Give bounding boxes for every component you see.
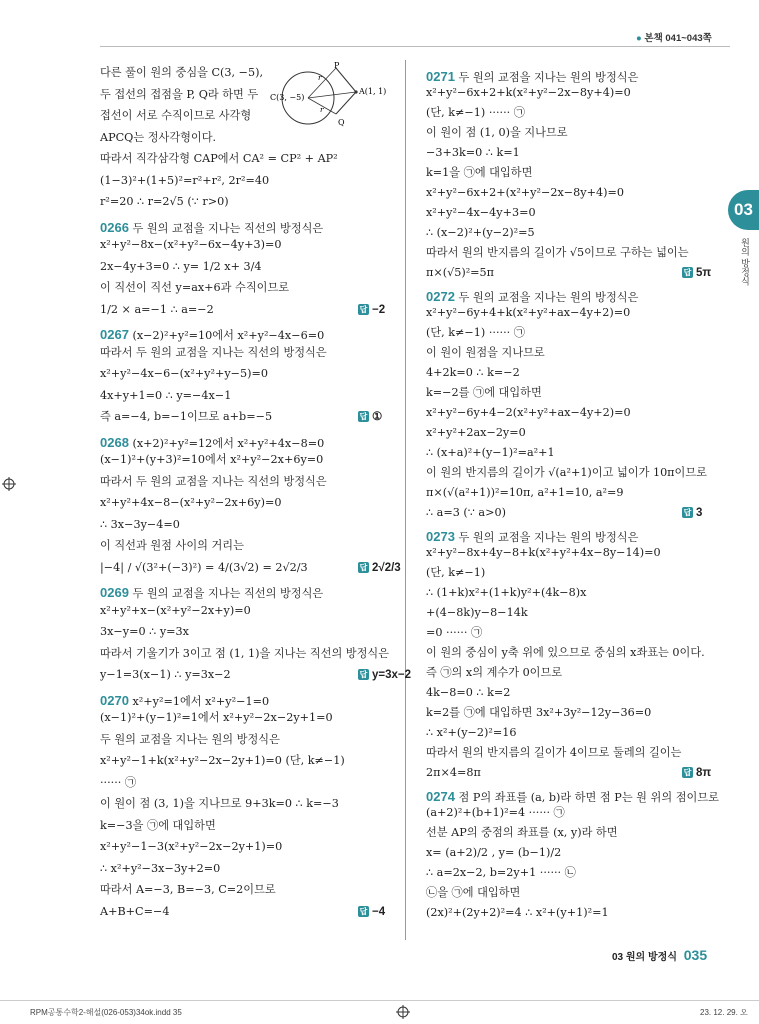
right-line bbox=[426, 826, 716, 840]
right-line bbox=[426, 226, 716, 240]
footer-page-number: 035 bbox=[683, 947, 708, 963]
right-line bbox=[426, 546, 716, 560]
solution-text: ∴ x²+(y−2)²=16 bbox=[426, 726, 517, 739]
solution-text: ∴ x²+y²−3x−3y+2=0 bbox=[100, 861, 221, 875]
right-line bbox=[426, 706, 716, 720]
problem-number: 0266 bbox=[100, 219, 129, 235]
right-line bbox=[426, 326, 716, 340]
solution-text: k=−3을 ㉠에 대입하면 bbox=[100, 818, 216, 832]
answer-value: −2 bbox=[372, 303, 386, 316]
right-line bbox=[426, 86, 716, 100]
answer-icon: 답 bbox=[359, 304, 368, 314]
right-line bbox=[426, 586, 716, 600]
left-line bbox=[100, 453, 392, 467]
right-line bbox=[426, 646, 716, 660]
answer-icon: 답 bbox=[683, 268, 692, 277]
solution-text: (x−2)²+y²=10에서 x²+y²−4x−6=0 bbox=[132, 329, 325, 342]
solution-text: k=1을 ㉠에 대입하면 bbox=[426, 166, 533, 179]
answer-icon: 답 bbox=[683, 508, 692, 517]
solution-text: x²+y²−6x+2+k(x²+y²−2x−8y+4)=0 bbox=[426, 86, 631, 99]
problem-number: 0269 bbox=[100, 585, 129, 600]
left-line bbox=[100, 776, 392, 790]
problem-number: 0274 bbox=[426, 789, 455, 804]
header-bullet: ● bbox=[636, 33, 642, 44]
right-line bbox=[426, 486, 716, 500]
solution-text: x²+y²−1+k(x²+y²−2x−2y+1)=0 (단, k≠−1) bbox=[100, 754, 345, 767]
solution-text: 2π×4=8π bbox=[426, 766, 481, 779]
left-line bbox=[100, 152, 392, 166]
left-line bbox=[100, 883, 392, 897]
left-line bbox=[100, 66, 392, 80]
left-line bbox=[100, 647, 392, 661]
right-line bbox=[426, 866, 716, 880]
solution-text: 따라서 원의 반지름의 길이가 √5이므로 구하는 넓이는 bbox=[426, 246, 689, 259]
solution-text: 이 원이 점 (1, 0)을 지나므로 bbox=[426, 126, 568, 139]
solution-text: (a+2)²+(b+1)²=4 ······ ㉠ bbox=[426, 806, 565, 819]
left-line bbox=[100, 389, 392, 403]
page-footer bbox=[612, 947, 707, 963]
header-page-ref: 본책 041~043쪽 bbox=[644, 33, 712, 44]
solution-text: x²+y²−4x−4y+3=0 bbox=[426, 206, 536, 219]
solution-text: 따라서 원의 반지름의 길이가 4이므로 둘레의 길이는 bbox=[426, 746, 682, 759]
answer-value: 2√2/3 bbox=[372, 561, 401, 574]
chapter-tab: 03 bbox=[728, 190, 759, 230]
footer-chapter: 03 원의 방정식 bbox=[612, 952, 677, 963]
label-q: Q bbox=[338, 118, 345, 127]
solution-text: APCQ는 정사각형이다. bbox=[100, 130, 217, 144]
answer-badge bbox=[682, 266, 711, 280]
label-r2: r bbox=[320, 105, 324, 114]
left-line bbox=[100, 797, 392, 811]
right-line bbox=[426, 726, 716, 740]
answer-badge bbox=[358, 905, 385, 919]
solution-text: 4+2k=0 ∴ k=−2 bbox=[426, 366, 520, 379]
solution-text: 이 원이 점 (3, 1)을 지나므로 9+3k=0 ∴ k=−3 bbox=[100, 797, 339, 810]
solution-text: 두 원의 교점을 지나는 원의 방정식은 bbox=[458, 71, 639, 84]
solution-text: 이 원의 중심이 y축 위에 있으므로 중심의 x좌표는 0이다. bbox=[426, 646, 705, 659]
page-header bbox=[636, 30, 712, 44]
answer-value: ① bbox=[372, 411, 383, 423]
solution-text: x²+y²−8x−(x²+y²−6x−4y+3)=0 bbox=[100, 238, 282, 251]
left-line bbox=[100, 518, 392, 532]
solution-text: |−4| / √(3²+(−3)²) = 4/(3√2) = 2√2/3 bbox=[100, 560, 308, 574]
problem-number: 0267 bbox=[100, 327, 129, 342]
right-line bbox=[426, 206, 716, 220]
right-line bbox=[426, 766, 716, 780]
answer-badge bbox=[358, 410, 382, 424]
solution-text: ∴ (x−2)²+(y−2)²=5 bbox=[426, 226, 535, 239]
solution-text: (x−1)²+(y−1)²=1에서 x²+y²−2x−2y+1=0 bbox=[100, 711, 333, 724]
solution-text: +(4−8k)y−8−14k bbox=[426, 606, 528, 619]
right-line bbox=[426, 506, 716, 520]
solution-text: r²=20 ∴ r=2√5 (∵ r>0) bbox=[100, 195, 229, 208]
answer-icon: 답 bbox=[359, 906, 368, 916]
solution-text: 2x−4y+3=0 ∴ y= 1/2 x+ 3/4 bbox=[100, 259, 262, 273]
answer-value: −4 bbox=[372, 905, 386, 918]
right-line bbox=[426, 666, 716, 680]
answer-badge bbox=[682, 766, 711, 780]
left-line bbox=[100, 586, 392, 601]
solution-text: 두 원의 교점을 지나는 원의 방정식은 bbox=[458, 531, 639, 544]
right-line bbox=[426, 886, 716, 900]
solution-text: 따라서 두 원의 교점을 지나는 직선의 방정식은 bbox=[100, 474, 327, 488]
answer-value: 3 bbox=[696, 507, 703, 519]
solution-text: y−1=3(x−1) ∴ y=3x−2 bbox=[100, 668, 231, 681]
solution-text: 선분 AP의 중점의 좌표를 (x, y)라 하면 bbox=[426, 826, 618, 839]
solution-text: (2x)²+(2y+2)²=4 ∴ x²+(y+1)²=1 bbox=[426, 906, 609, 919]
solution-text: ㉡을 ㉠에 대입하면 bbox=[426, 886, 521, 899]
solution-text: (단, k≠−1) ······ ㉠ bbox=[426, 326, 525, 339]
right-line bbox=[426, 146, 716, 160]
left-line bbox=[100, 410, 392, 424]
solution-text: ∴ (x+a)²+(y−1)²=a²+1 bbox=[426, 446, 555, 459]
left-line bbox=[100, 109, 392, 123]
crop-file-name: RPM공통수학2-해설(026-053)34ok.indd 35 bbox=[30, 1008, 182, 1017]
left-line bbox=[100, 260, 392, 274]
left-line bbox=[100, 328, 392, 343]
answer-icon: 답 bbox=[683, 768, 692, 777]
solution-text: x²+y²−1−3(x²+y²−2x−2y+1)=0 bbox=[100, 840, 283, 853]
right-line bbox=[426, 106, 716, 120]
solution-text: k=−2를 ㉠에 대입하면 bbox=[426, 386, 542, 399]
solution-text: ∴ a=2x−2, b=2y+1 ······ ㉡ bbox=[426, 866, 576, 879]
right-line bbox=[426, 186, 716, 200]
left-line bbox=[100, 131, 392, 145]
left-line bbox=[100, 840, 392, 854]
problem-number: 0270 bbox=[100, 692, 129, 708]
right-line bbox=[426, 466, 716, 480]
solution-text: x²+y²+2ax−2y=0 bbox=[426, 426, 526, 439]
right-line bbox=[426, 530, 716, 545]
label-c: C(3, −5) bbox=[270, 93, 305, 102]
solution-text: 이 원이 원점을 지나므로 bbox=[426, 346, 545, 359]
right-line bbox=[426, 846, 716, 860]
answer-icon: 답 bbox=[359, 670, 368, 679]
left-line bbox=[100, 819, 392, 833]
solution-text: ∴ (1+k)x²+(1+k)y²+(4k−8)x bbox=[426, 586, 587, 599]
answer-icon: 답 bbox=[359, 412, 368, 421]
left-line bbox=[100, 668, 392, 682]
answer-badge bbox=[358, 668, 411, 682]
right-line bbox=[426, 266, 716, 280]
solution-text: k=2를 ㉠에 대입하면 3x²+3y²−12y−36=0 bbox=[426, 706, 652, 719]
right-line bbox=[426, 426, 716, 440]
left-line bbox=[100, 346, 392, 360]
solution-text: 접선이 서로 수직이므로 사각형 bbox=[100, 109, 252, 122]
solution-text: π×(√(a²+1))²=10π, a²+1=10, a²=9 bbox=[426, 486, 624, 499]
solution-text: −3+3k=0 ∴ k=1 bbox=[426, 146, 520, 159]
solution-text: 다른 풀이 원의 중심을 C(3, −5), bbox=[100, 66, 264, 79]
header-rule bbox=[100, 46, 730, 47]
solution-text: x= (a+2)/2 , y= (b−1)/2 bbox=[426, 846, 562, 859]
solution-text: 두 원의 교점을 지나는 직선의 방정식은 bbox=[132, 587, 324, 600]
solution-text: x²+y²−6y+4+k(x²+y²+ax−4y+2)=0 bbox=[426, 306, 631, 319]
right-line bbox=[426, 166, 716, 180]
left-line bbox=[100, 625, 392, 639]
solution-text: 따라서 A=−3, B=−3, C=2이므로 bbox=[100, 883, 276, 896]
left-line bbox=[100, 436, 392, 451]
right-line bbox=[426, 446, 716, 460]
left-line bbox=[100, 221, 392, 236]
chapter-tab-label: 원의 방정식 bbox=[740, 238, 750, 286]
answer-badge bbox=[358, 303, 385, 317]
answer-icon: 답 bbox=[359, 562, 368, 572]
problem-number: 0273 bbox=[426, 529, 455, 544]
left-line bbox=[100, 604, 392, 618]
right-line bbox=[426, 626, 716, 640]
column-divider bbox=[405, 60, 406, 940]
right-line bbox=[426, 566, 716, 580]
left-line bbox=[100, 496, 392, 510]
solution-text: =0 ······ ㉠ bbox=[426, 626, 483, 639]
solution-text: 이 직선이 직선 y=ax+6과 수직이므로 bbox=[100, 281, 290, 294]
left-line bbox=[100, 475, 392, 489]
solution-text: 따라서 두 원의 교점을 지나는 직선의 방정식은 bbox=[100, 345, 327, 359]
solution-text: ∴ a=3 (∵ a>0) bbox=[426, 506, 506, 519]
solution-text: x²+y²−4x−6−(x²+y²+y−5)=0 bbox=[100, 367, 269, 380]
left-line bbox=[100, 238, 392, 252]
left-line bbox=[100, 561, 392, 575]
left-line bbox=[100, 303, 392, 317]
right-line bbox=[426, 306, 716, 320]
solution-text: 두 원의 교점을 지나는 원의 방정식은 bbox=[100, 732, 280, 746]
right-line bbox=[426, 126, 716, 140]
right-line bbox=[426, 906, 716, 920]
left-line bbox=[100, 711, 392, 725]
solution-text: 4k−8=0 ∴ k=2 bbox=[426, 686, 511, 699]
label-r1: r bbox=[318, 73, 322, 82]
solution-text: 두 접선의 접점을 P, Q라 하면 두 bbox=[100, 87, 259, 101]
solution-text: 두 원의 교점을 지나는 원의 방정식은 bbox=[458, 291, 639, 304]
registration-mark-left bbox=[2, 477, 16, 491]
solution-text: 4x+y+1=0 ∴ y=−4x−1 bbox=[100, 388, 232, 402]
left-line bbox=[100, 905, 392, 919]
problem-number: 0268 bbox=[100, 434, 129, 450]
label-p: P bbox=[334, 62, 340, 70]
left-line bbox=[100, 195, 392, 209]
solution-text: (1−3)²+(1+5)²=r²+r², 2r²=40 bbox=[100, 173, 270, 187]
left-line bbox=[100, 367, 392, 381]
left-line bbox=[100, 281, 392, 295]
solution-text: 즉 a=−4, b=−1이므로 a+b=−5 bbox=[100, 410, 273, 423]
left-line bbox=[100, 733, 392, 747]
solution-text: x²+y²−8x+4y−8+k(x²+y²+4x−8y−14)=0 bbox=[426, 546, 661, 559]
problem-number: 0272 bbox=[426, 289, 455, 304]
right-line bbox=[426, 746, 716, 760]
solution-text: ······ ㉠ bbox=[100, 775, 137, 789]
left-line bbox=[100, 174, 392, 188]
left-line bbox=[100, 862, 392, 876]
solution-text: 3x−y=0 ∴ y=3x bbox=[100, 625, 189, 638]
solution-text: 두 원의 교점을 지나는 직선의 방정식은 bbox=[132, 221, 324, 235]
solution-text: 따라서 직각삼각형 CAP에서 CA² = CP² + AP² bbox=[100, 152, 338, 165]
footer-rule bbox=[0, 1000, 759, 1001]
crop-date: 23. 12. 29. 오 bbox=[700, 1008, 748, 1017]
solution-text: 이 원의 반지름의 길이가 √(a²+1)이고 넓이가 10π이므로 bbox=[426, 466, 707, 479]
problem-number: 0271 bbox=[426, 69, 455, 84]
solution-text: 이 직선과 원점 사이의 거리는 bbox=[100, 539, 244, 552]
solution-text: 1/2 × a=−1 ∴ a=−2 bbox=[100, 302, 214, 316]
right-line bbox=[426, 366, 716, 380]
right-line bbox=[426, 686, 716, 700]
label-a: A(1, 1) bbox=[359, 87, 387, 96]
solution-text: (단, k≠−1) ······ ㉠ bbox=[426, 106, 525, 119]
right-line bbox=[426, 346, 716, 360]
solution-text: x²+y²−6x+2+(x²+y²−2x−8y+4)=0 bbox=[426, 186, 624, 199]
solution-text: ∴ 3x−3y−4=0 bbox=[100, 517, 180, 531]
left-line bbox=[100, 754, 392, 768]
solution-text: 따라서 기울기가 3이고 점 (1, 1)을 지나는 직선의 방정식은 bbox=[100, 646, 390, 660]
answer-value: 8π bbox=[696, 767, 712, 779]
solution-text: (x+2)²+y²=12에서 x²+y²+4x−8=0 bbox=[132, 436, 325, 450]
right-line bbox=[426, 789, 719, 805]
solution-text: x²+y²−6y+4−2(x²+y²+ax−4y+2)=0 bbox=[426, 406, 631, 419]
answer-value: 5π bbox=[696, 267, 712, 279]
right-line bbox=[426, 70, 716, 85]
answer-badge bbox=[682, 506, 702, 520]
solution-text: 점 P의 좌표를 (a, b)라 하면 점 P는 원 위의 점이므로 bbox=[458, 791, 719, 804]
right-line bbox=[426, 386, 716, 400]
solution-text: π×(√5)²=5π bbox=[426, 266, 495, 279]
solution-text: 즉 ㉠의 x의 계수가 0이므로 bbox=[426, 666, 563, 679]
right-line bbox=[426, 406, 716, 420]
registration-mark-bottom bbox=[396, 1005, 410, 1019]
solution-text: x²+y²+4x−8−(x²+y²−2x+6y)=0 bbox=[100, 496, 282, 509]
solution-text: x²+y²=1에서 x²+y²−1=0 bbox=[132, 694, 270, 708]
answer-value: y=3x−2 bbox=[372, 669, 412, 681]
solution-text: x²+y²+x−(x²+y²−2x+y)=0 bbox=[100, 603, 251, 617]
right-line bbox=[426, 606, 716, 620]
answer-badge bbox=[358, 561, 401, 575]
solution-text: A+B+C=−4 bbox=[100, 904, 170, 918]
left-line bbox=[100, 694, 392, 709]
solution-text: (단, k≠−1) bbox=[426, 566, 486, 579]
left-line bbox=[100, 88, 392, 102]
right-line bbox=[426, 806, 716, 820]
right-line bbox=[426, 246, 716, 260]
solution-text: (x−1)²+(y+3)²=10에서 x²+y²−2x+6y=0 bbox=[100, 453, 324, 466]
right-line bbox=[426, 290, 716, 305]
left-line bbox=[100, 539, 392, 553]
